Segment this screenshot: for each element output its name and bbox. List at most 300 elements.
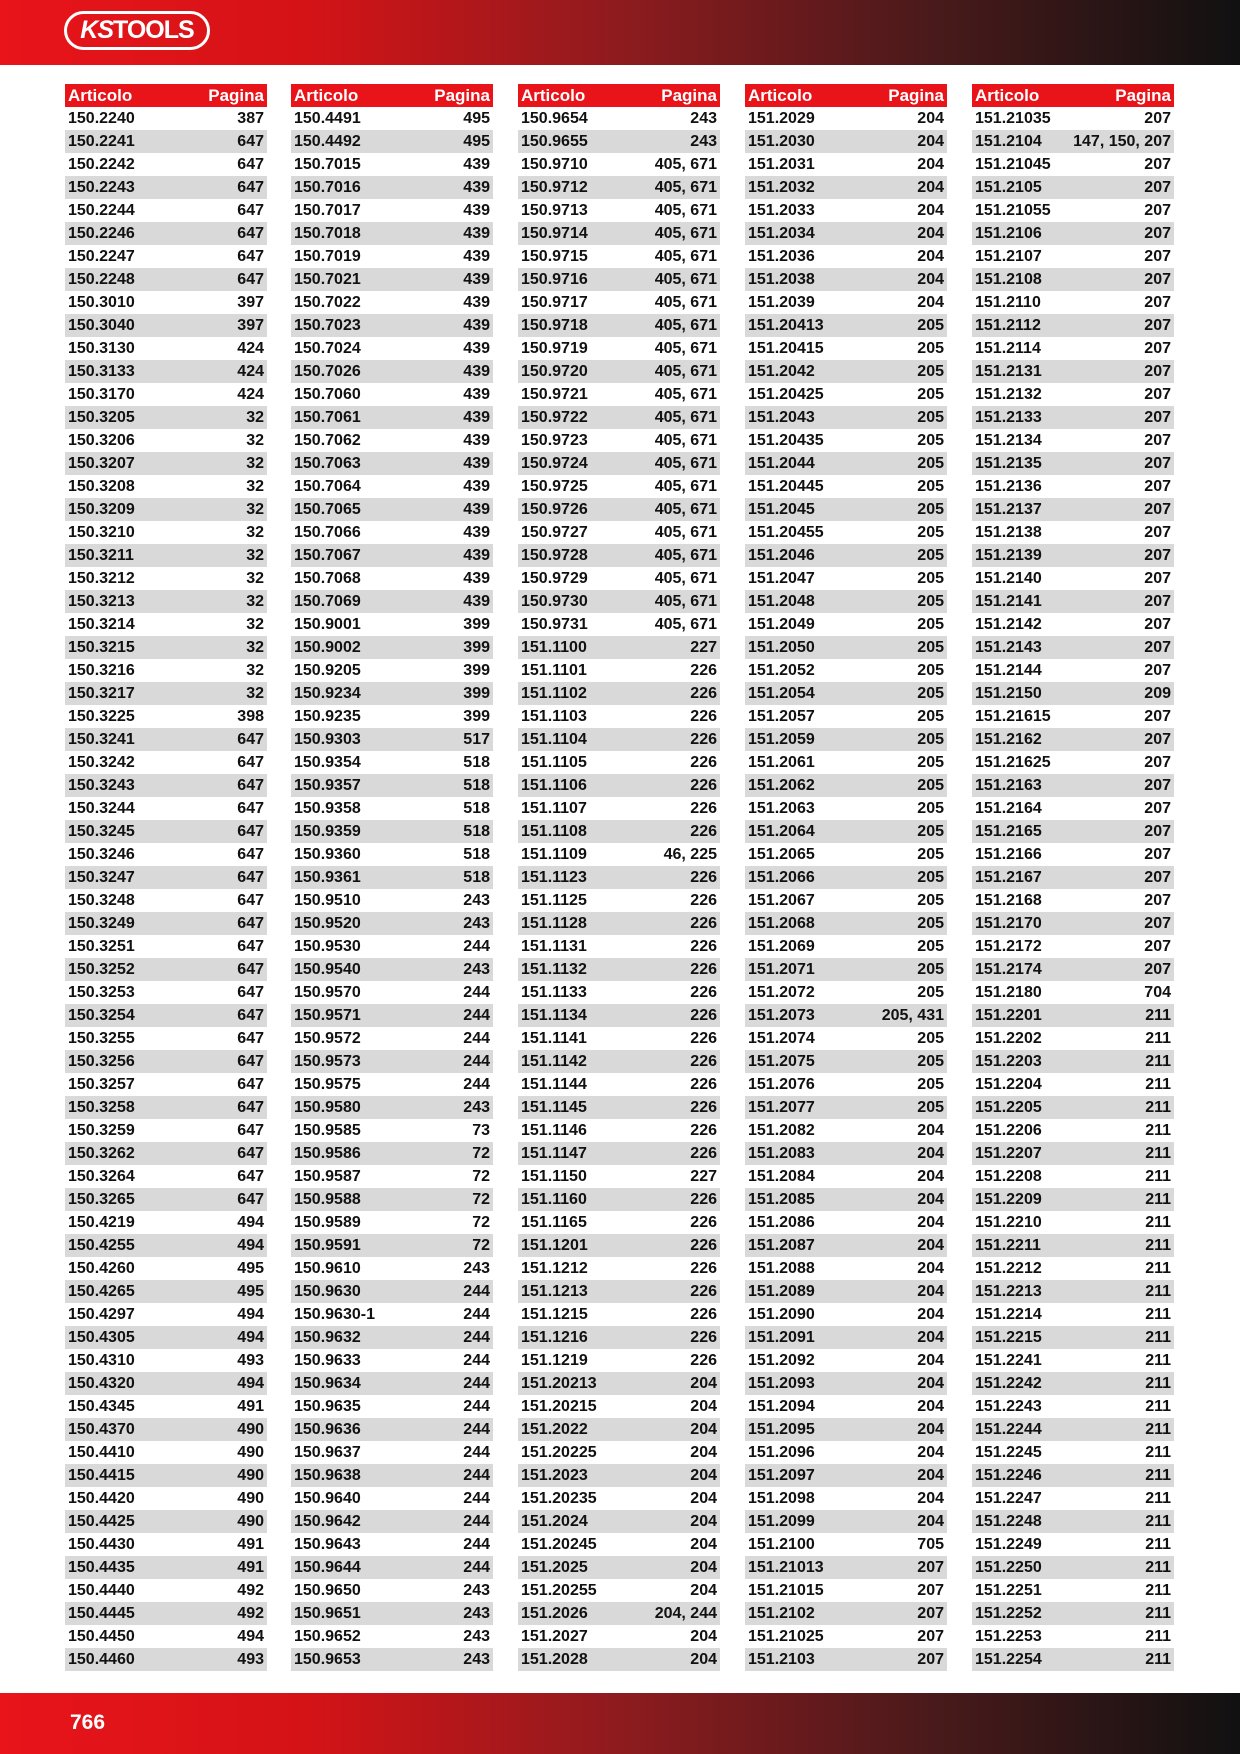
article-number: 151.2162	[975, 730, 1042, 748]
page-reference: 244	[463, 1374, 490, 1392]
page-reference: 205	[917, 753, 944, 771]
article-number: 151.2163	[975, 776, 1042, 794]
article-number: 150.9721	[521, 385, 588, 403]
article-number: 151.21625	[975, 753, 1051, 771]
article-number: 150.3259	[68, 1121, 135, 1139]
table-row	[291, 1004, 493, 1027]
page-reference: 647	[237, 891, 264, 909]
article-number: 151.20435	[748, 431, 824, 449]
article-number: 150.3246	[68, 845, 135, 863]
page-reference: 207	[1144, 201, 1171, 219]
page-reference: 32	[246, 569, 264, 587]
table-row	[65, 820, 267, 843]
article-number: 151.1145	[521, 1098, 587, 1116]
table-row	[65, 1464, 267, 1487]
article-number: 151.2215	[975, 1328, 1042, 1346]
page-reference: 439	[463, 454, 490, 472]
page-reference: 243	[690, 109, 717, 127]
table-row	[972, 429, 1174, 452]
table-row	[65, 521, 267, 544]
column-header	[291, 84, 493, 107]
article-number: 151.1109	[521, 845, 587, 863]
article-number: 151.2072	[748, 983, 815, 1001]
article-number: 150.9587	[294, 1167, 361, 1185]
page-reference: 204	[917, 1512, 944, 1530]
article-number: 151.2252	[975, 1604, 1042, 1622]
table-row	[972, 498, 1174, 521]
page-reference: 226	[690, 1259, 717, 1277]
article-number: 151.2086	[748, 1213, 815, 1231]
article-number: 150.9570	[294, 983, 361, 1001]
table-row	[972, 820, 1174, 843]
page-reference: 207	[917, 1627, 944, 1645]
table-row	[518, 1579, 720, 1602]
article-number: 151.2214	[975, 1305, 1042, 1323]
article-number: 150.7061	[294, 408, 361, 426]
page-header	[0, 0, 1240, 65]
article-number: 151.2139	[975, 546, 1042, 564]
table-row	[972, 1441, 1174, 1464]
article-number: 151.2071	[748, 960, 815, 978]
article-number: 150.9591	[294, 1236, 361, 1254]
table-row	[518, 1464, 720, 1487]
article-number: 150.9530	[294, 937, 361, 955]
page-reference: 244	[463, 1489, 490, 1507]
page-reference: 226	[690, 1351, 717, 1369]
page-reference: 211	[1145, 1397, 1171, 1415]
page-reference: 439	[463, 293, 490, 311]
article-number: 151.2098	[748, 1489, 815, 1507]
header-article: Articolo	[521, 85, 586, 105]
table-row	[745, 705, 947, 728]
table-row	[972, 475, 1174, 498]
article-number: 150.2247	[68, 247, 135, 265]
article-number: 151.2103	[748, 1650, 815, 1668]
page-reference: 205	[917, 1075, 944, 1093]
table-row	[518, 153, 720, 176]
page-reference: 211	[1145, 1029, 1171, 1047]
article-number: 150.7021	[294, 270, 361, 288]
table-row	[65, 1533, 267, 1556]
page-reference: 494	[237, 1374, 264, 1392]
table-row	[745, 498, 947, 521]
article-number: 150.9730	[521, 592, 588, 610]
page-reference: 439	[463, 339, 490, 357]
index-column-4	[745, 84, 947, 1671]
table-row	[745, 958, 947, 981]
header-page: Pagina	[434, 85, 490, 105]
article-number: 150.9638	[294, 1466, 361, 1484]
article-number: 151.21045	[975, 155, 1051, 173]
page-reference: 207	[1144, 316, 1171, 334]
table-row	[291, 406, 493, 429]
article-number: 151.2244	[975, 1420, 1042, 1438]
table-row	[972, 268, 1174, 291]
article-number: 151.1106	[521, 776, 587, 794]
article-number: 150.9635	[294, 1397, 361, 1415]
page-reference: 207	[1144, 569, 1171, 587]
table-row	[291, 820, 493, 843]
page-reference: 517	[463, 730, 490, 748]
page-reference: 226	[690, 753, 717, 771]
article-number: 150.3255	[68, 1029, 135, 1047]
table-row	[518, 682, 720, 705]
page-reference: 647	[237, 1167, 264, 1185]
article-number: 151.2069	[748, 937, 815, 955]
table-row	[291, 590, 493, 613]
table-row	[972, 1418, 1174, 1441]
logo-ks: KS	[80, 16, 114, 44]
table-row	[972, 1027, 1174, 1050]
article-number: 150.2246	[68, 224, 135, 242]
table-row	[745, 1073, 947, 1096]
article-number: 150.9728	[521, 546, 588, 564]
table-row	[745, 406, 947, 429]
page-reference: 207	[1144, 730, 1171, 748]
table-row	[745, 130, 947, 153]
table-row	[745, 452, 947, 475]
table-row	[291, 1579, 493, 1602]
table-row	[65, 291, 267, 314]
page-reference: 647	[237, 132, 264, 150]
page-reference: 405, 671	[654, 270, 717, 288]
page-reference: 211	[1145, 1259, 1171, 1277]
page-reference: 439	[463, 247, 490, 265]
table-row	[518, 843, 720, 866]
page-reference: 211	[1145, 1558, 1171, 1576]
page-reference: 226	[690, 1098, 717, 1116]
table-row	[745, 1579, 947, 1602]
page-reference: 205	[917, 1029, 944, 1047]
page-reference: 204	[917, 1351, 944, 1369]
page-reference: 211	[1145, 1052, 1171, 1070]
table-row	[745, 659, 947, 682]
article-number: 150.9713	[521, 201, 588, 219]
article-number: 150.3244	[68, 799, 135, 817]
article-number: 150.9632	[294, 1328, 361, 1346]
page-reference: 227	[690, 1167, 717, 1185]
article-number: 151.20215	[521, 1397, 597, 1415]
page-reference: 207	[1144, 638, 1171, 656]
article-number: 151.20225	[521, 1443, 597, 1461]
page-reference: 647	[237, 155, 264, 173]
table-row	[518, 1533, 720, 1556]
table-row	[972, 245, 1174, 268]
page-reference: 207	[1144, 799, 1171, 817]
table-row	[518, 176, 720, 199]
page-reference: 226	[690, 868, 717, 886]
article-number: 150.3249	[68, 914, 135, 932]
page-reference: 244	[463, 1558, 490, 1576]
article-number: 151.2033	[748, 201, 815, 219]
article-number: 150.3253	[68, 983, 135, 1001]
article-number: 151.2205	[975, 1098, 1042, 1116]
page-reference: 405, 671	[654, 362, 717, 380]
page-reference: 211	[1145, 1121, 1171, 1139]
table-row	[291, 1188, 493, 1211]
table-row	[972, 1096, 1174, 1119]
table-row	[291, 1510, 493, 1533]
table-row	[972, 1211, 1174, 1234]
table-row	[291, 1303, 493, 1326]
article-number: 150.4460	[68, 1650, 135, 1668]
table-row	[518, 1303, 720, 1326]
page-reference: 204	[690, 1650, 717, 1668]
article-number: 151.2054	[748, 684, 815, 702]
article-number: 151.2212	[975, 1259, 1042, 1277]
table-row	[972, 935, 1174, 958]
page-reference: 226	[690, 684, 717, 702]
article-number: 151.2166	[975, 845, 1042, 863]
page-reference: 204	[917, 1374, 944, 1392]
table-row	[65, 1418, 267, 1441]
table-row	[65, 268, 267, 291]
article-number: 150.9359	[294, 822, 361, 840]
page-reference: 227	[690, 638, 717, 656]
article-number: 151.20445	[748, 477, 824, 495]
article-number: 150.4420	[68, 1489, 135, 1507]
page-reference: 439	[463, 546, 490, 564]
table-row	[972, 406, 1174, 429]
article-number: 151.1125	[521, 891, 587, 909]
page-reference: 204	[917, 1328, 944, 1346]
page-reference: 387	[237, 109, 264, 127]
article-number: 150.9720	[521, 362, 588, 380]
table-row	[745, 107, 947, 130]
page-reference: 204	[917, 1213, 944, 1231]
table-row	[972, 843, 1174, 866]
article-number: 150.9510	[294, 891, 361, 909]
page-reference: 397	[237, 316, 264, 334]
table-row	[518, 1142, 720, 1165]
header-page: Pagina	[661, 85, 717, 105]
table-row	[518, 935, 720, 958]
article-number: 150.9731	[521, 615, 588, 633]
article-number: 150.2248	[68, 270, 135, 288]
article-number: 151.1101	[521, 661, 587, 679]
page-reference: 46, 225	[663, 845, 717, 863]
page-reference: 439	[463, 431, 490, 449]
article-number: 151.2137	[975, 500, 1042, 518]
page-reference: 244	[463, 1466, 490, 1484]
page-reference: 405, 671	[654, 454, 717, 472]
page-reference: 243	[463, 1604, 490, 1622]
table-row	[518, 406, 720, 429]
page-reference: 204	[917, 1144, 944, 1162]
table-row	[65, 1027, 267, 1050]
table-row	[972, 153, 1174, 176]
article-number: 150.3170	[68, 385, 135, 403]
page-reference: 73	[472, 1121, 490, 1139]
page-reference: 405, 671	[654, 247, 717, 265]
page-reference: 518	[463, 845, 490, 863]
table-row	[745, 544, 947, 567]
page-reference: 207	[1144, 362, 1171, 380]
table-row	[745, 1510, 947, 1533]
table-row	[518, 613, 720, 636]
page-reference: 439	[463, 592, 490, 610]
table-row	[518, 130, 720, 153]
article-number: 150.9724	[521, 454, 588, 472]
article-number: 150.9630	[294, 1282, 361, 1300]
page-reference: 490	[237, 1512, 264, 1530]
page-reference: 424	[237, 385, 264, 403]
page-reference: 32	[246, 661, 264, 679]
article-number: 151.2029	[748, 109, 815, 127]
page-reference: 399	[463, 615, 490, 633]
article-number: 150.3040	[68, 316, 135, 334]
page-reference: 491	[237, 1535, 264, 1553]
article-number: 150.3258	[68, 1098, 135, 1116]
article-number: 150.2243	[68, 178, 135, 196]
page-reference: 518	[463, 799, 490, 817]
page-reference: 204	[690, 1374, 717, 1392]
article-number: 150.9710	[521, 155, 588, 173]
table-row	[65, 774, 267, 797]
page-reference: 647	[237, 960, 264, 978]
table-row	[291, 1648, 493, 1671]
table-row	[972, 337, 1174, 360]
table-row	[745, 1602, 947, 1625]
table-row	[745, 613, 947, 636]
article-number: 150.9585	[294, 1121, 361, 1139]
article-number: 150.2244	[68, 201, 135, 219]
article-number: 150.9358	[294, 799, 361, 817]
page-reference: 405, 671	[654, 523, 717, 541]
page-reference: 207	[1144, 477, 1171, 495]
table-row	[972, 130, 1174, 153]
table-row	[291, 1280, 493, 1303]
article-number: 150.9725	[521, 477, 588, 495]
article-number: 150.2241	[68, 132, 135, 150]
article-number: 151.2246	[975, 1466, 1042, 1484]
page-reference: 647	[237, 776, 264, 794]
page-reference: 204	[917, 247, 944, 265]
page-reference: 399	[463, 661, 490, 679]
page-reference: 494	[237, 1627, 264, 1645]
ks-tools-logo	[64, 11, 210, 50]
page-reference: 243	[463, 1098, 490, 1116]
article-number: 151.2068	[748, 914, 815, 932]
article-number: 151.1165	[521, 1213, 587, 1231]
article-number: 150.9630-1	[294, 1305, 375, 1323]
page-reference: 226	[690, 1328, 717, 1346]
table-row	[291, 1441, 493, 1464]
article-number: 151.2036	[748, 247, 815, 265]
article-number: 151.2250	[975, 1558, 1042, 1576]
column-header	[518, 84, 720, 107]
page-reference: 205	[917, 707, 944, 725]
table-row	[972, 774, 1174, 797]
table-row	[291, 958, 493, 981]
page-reference: 405, 671	[654, 592, 717, 610]
table-row	[291, 383, 493, 406]
article-number: 151.2248	[975, 1512, 1042, 1530]
page-reference: 244	[463, 1282, 490, 1300]
page-reference: 204	[917, 1466, 944, 1484]
article-number: 151.2249	[975, 1535, 1042, 1553]
article-number: 151.2022	[521, 1420, 588, 1438]
table-row	[291, 1073, 493, 1096]
article-number: 150.3252	[68, 960, 135, 978]
page-reference: 494	[237, 1328, 264, 1346]
table-row	[972, 544, 1174, 567]
page-reference: 32	[246, 431, 264, 449]
article-number: 150.3213	[68, 592, 135, 610]
article-number: 150.7068	[294, 569, 361, 587]
page-reference: 647	[237, 914, 264, 932]
page-reference: 405, 671	[654, 385, 717, 403]
table-row	[745, 360, 947, 383]
page-reference: 204	[917, 1489, 944, 1507]
header-article: Articolo	[294, 85, 359, 105]
page-reference: 244	[463, 1351, 490, 1369]
table-row	[745, 1441, 947, 1464]
page-reference: 72	[472, 1167, 490, 1185]
article-number: 150.9634	[294, 1374, 361, 1392]
page-reference: 244	[463, 937, 490, 955]
table-row	[745, 1004, 947, 1027]
table-row	[65, 1395, 267, 1418]
page-reference: 226	[690, 1236, 717, 1254]
article-number: 151.2142	[975, 615, 1042, 633]
page-reference: 226	[690, 776, 717, 794]
page-reference: 72	[472, 1236, 490, 1254]
page-reference: 204	[917, 293, 944, 311]
page-reference: 211	[1145, 1604, 1171, 1622]
page-reference: 405, 671	[654, 155, 717, 173]
page-reference: 204	[690, 1466, 717, 1484]
article-number: 150.7063	[294, 454, 361, 472]
table-row	[745, 728, 947, 751]
article-number: 151.2208	[975, 1167, 1042, 1185]
table-row	[291, 475, 493, 498]
page-reference: 205	[917, 730, 944, 748]
table-row	[518, 958, 720, 981]
page-reference: 205	[917, 569, 944, 587]
page-reference: 493	[237, 1351, 264, 1369]
article-number: 150.9573	[294, 1052, 361, 1070]
article-number: 150.3210	[68, 523, 135, 541]
article-number: 150.9722	[521, 408, 588, 426]
article-number: 151.2090	[748, 1305, 815, 1323]
article-number: 150.9714	[521, 224, 588, 242]
article-number: 150.9651	[294, 1604, 361, 1622]
table-row	[65, 1280, 267, 1303]
page-reference: 72	[472, 1190, 490, 1208]
article-number: 151.1102	[521, 684, 587, 702]
article-number: 151.1142	[521, 1052, 587, 1070]
article-number: 150.7017	[294, 201, 361, 219]
page-reference: 244	[463, 1052, 490, 1070]
header-page: Pagina	[208, 85, 264, 105]
table-row	[291, 981, 493, 1004]
page-reference: 647	[237, 1144, 264, 1162]
article-number: 151.2107	[975, 247, 1042, 265]
article-number: 151.2254	[975, 1650, 1042, 1668]
table-row	[745, 751, 947, 774]
page-reference: 226	[690, 1282, 717, 1300]
table-row	[518, 912, 720, 935]
page-reference: 647	[237, 1075, 264, 1093]
article-number: 150.7016	[294, 178, 361, 196]
page-reference: 204	[917, 224, 944, 242]
article-number: 151.1146	[521, 1121, 587, 1139]
page-reference: 647	[237, 1006, 264, 1024]
page-reference: 243	[690, 132, 717, 150]
page-reference: 439	[463, 178, 490, 196]
table-row	[65, 866, 267, 889]
